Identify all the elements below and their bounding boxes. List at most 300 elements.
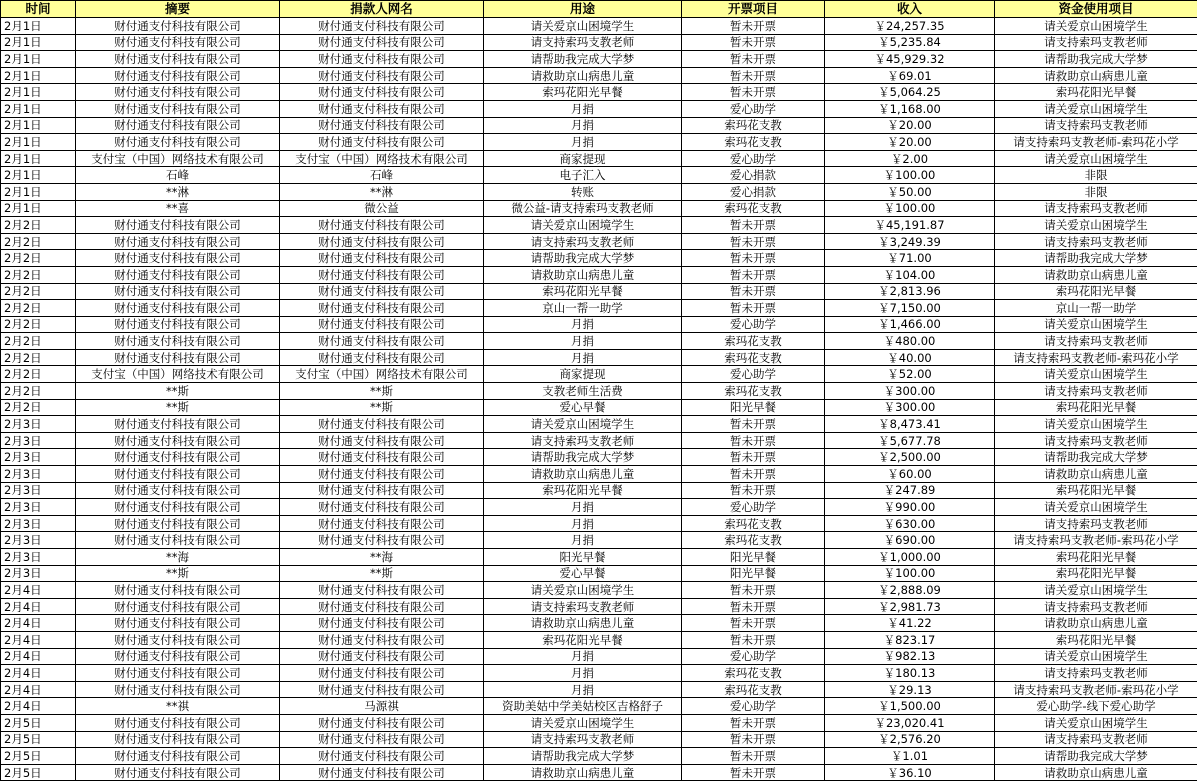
cell-time[interactable]: 2月3日 xyxy=(1,499,76,516)
cell-time[interactable]: 2月4日 xyxy=(1,698,76,715)
cell-invoice-item[interactable]: 暂未开票 xyxy=(682,84,825,101)
cell-income[interactable]: ￥100.00 xyxy=(825,200,995,217)
cell-fund-project[interactable]: 非限 xyxy=(995,167,1197,184)
cell-purpose[interactable]: 转账 xyxy=(484,183,682,200)
cell-purpose[interactable]: 请支持索玛支教老师 xyxy=(484,598,682,615)
cell-summary[interactable]: 财付通支付科技有限公司 xyxy=(76,300,280,317)
cell-donor-name[interactable]: 财付通支付科技有限公司 xyxy=(280,532,484,549)
cell-fund-project[interactable]: 请帮助我完成大学梦 xyxy=(995,51,1197,68)
cell-purpose[interactable]: 请关爱京山困境学生 xyxy=(484,416,682,433)
cell-purpose[interactable]: 月捐 xyxy=(484,134,682,151)
cell-income[interactable]: ￥50.00 xyxy=(825,183,995,200)
cell-fund-project[interactable]: 请支持索玛支教老师 xyxy=(995,515,1197,532)
cell-summary[interactable]: 财付通支付科技有限公司 xyxy=(76,615,280,632)
cell-income[interactable]: ￥1,000.00 xyxy=(825,549,995,566)
cell-income[interactable]: ￥52.00 xyxy=(825,366,995,383)
cell-income[interactable]: ￥100.00 xyxy=(825,565,995,582)
cell-donor-name[interactable]: 财付通支付科技有限公司 xyxy=(280,615,484,632)
cell-fund-project[interactable]: 索玛花阳光早餐 xyxy=(995,399,1197,416)
cell-donor-name[interactable]: 财付通支付科技有限公司 xyxy=(280,499,484,516)
cell-fund-project[interactable]: 请支持索玛支教老师 xyxy=(995,598,1197,615)
cell-income[interactable]: ￥20.00 xyxy=(825,117,995,134)
cell-donor-name[interactable]: 财付通支付科技有限公司 xyxy=(280,731,484,748)
column-header-donor-name[interactable]: 捐款人网名 xyxy=(280,1,484,18)
cell-purpose[interactable]: 请支持索玛支教老师 xyxy=(484,233,682,250)
cell-summary[interactable]: 财付通支付科技有限公司 xyxy=(76,134,280,151)
cell-invoice-item[interactable]: 暂未开票 xyxy=(682,582,825,599)
cell-fund-project[interactable]: 请支持索玛支教老师-索玛花小学 xyxy=(995,134,1197,151)
cell-purpose[interactable]: 请关爱京山困境学生 xyxy=(484,714,682,731)
column-header-fund-project[interactable]: 资金使用项目 xyxy=(995,1,1197,18)
cell-time[interactable]: 2月3日 xyxy=(1,482,76,499)
cell-income[interactable]: ￥247.89 xyxy=(825,482,995,499)
cell-purpose[interactable]: 爱心早餐 xyxy=(484,565,682,582)
cell-fund-project[interactable]: 索玛花阳光早餐 xyxy=(995,549,1197,566)
cell-invoice-item[interactable]: 暂未开票 xyxy=(682,51,825,68)
cell-fund-project[interactable]: 请支持索玛支教老师 xyxy=(995,200,1197,217)
cell-fund-project[interactable]: 请帮助我完成大学梦 xyxy=(995,250,1197,267)
cell-income[interactable]: ￥5,064.25 xyxy=(825,84,995,101)
cell-income[interactable]: ￥40.00 xyxy=(825,349,995,366)
cell-time[interactable]: 2月3日 xyxy=(1,432,76,449)
cell-purpose[interactable]: 索玛花阳光早餐 xyxy=(484,283,682,300)
cell-time[interactable]: 2月1日 xyxy=(1,200,76,217)
cell-fund-project[interactable]: 索玛花阳光早餐 xyxy=(995,482,1197,499)
cell-purpose[interactable]: 月捐 xyxy=(484,681,682,698)
column-header-invoice-item[interactable]: 开票项目 xyxy=(682,1,825,18)
cell-invoice-item[interactable]: 暂未开票 xyxy=(682,482,825,499)
cell-invoice-item[interactable]: 暂未开票 xyxy=(682,466,825,483)
cell-income[interactable]: ￥36.10 xyxy=(825,764,995,781)
cell-donor-name[interactable]: 财付通支付科技有限公司 xyxy=(280,681,484,698)
cell-donor-name[interactable]: 支付宝（中国）网络技术有限公司 xyxy=(280,366,484,383)
cell-purpose[interactable]: 请帮助我完成大学梦 xyxy=(484,748,682,765)
cell-purpose[interactable]: 月捐 xyxy=(484,648,682,665)
cell-income[interactable]: ￥7,150.00 xyxy=(825,300,995,317)
cell-summary[interactable]: 财付通支付科技有限公司 xyxy=(76,266,280,283)
cell-income[interactable]: ￥2,576.20 xyxy=(825,731,995,748)
cell-time[interactable]: 2月2日 xyxy=(1,266,76,283)
cell-fund-project[interactable]: 请关爱京山困境学生 xyxy=(995,416,1197,433)
cell-donor-name[interactable]: 财付通支付科技有限公司 xyxy=(280,665,484,682)
cell-donor-name[interactable]: 财付通支付科技有限公司 xyxy=(280,466,484,483)
cell-invoice-item[interactable]: 索玛花支教 xyxy=(682,200,825,217)
cell-purpose[interactable]: 请关爱京山困境学生 xyxy=(484,582,682,599)
cell-invoice-item[interactable]: 爱心助学 xyxy=(682,499,825,516)
cell-time[interactable]: 2月2日 xyxy=(1,366,76,383)
cell-donor-name[interactable]: 石峰 xyxy=(280,167,484,184)
cell-income[interactable]: ￥1,500.00 xyxy=(825,698,995,715)
cell-purpose[interactable]: 支教老师生活费 xyxy=(484,383,682,400)
cell-invoice-item[interactable]: 阳光早餐 xyxy=(682,399,825,416)
cell-donor-name[interactable]: 财付通支付科技有限公司 xyxy=(280,84,484,101)
cell-time[interactable]: 2月1日 xyxy=(1,18,76,35)
cell-time[interactable]: 2月2日 xyxy=(1,233,76,250)
cell-purpose[interactable]: 商家提现 xyxy=(484,366,682,383)
cell-invoice-item[interactable]: 索玛花支教 xyxy=(682,349,825,366)
cell-summary[interactable]: 财付通支付科技有限公司 xyxy=(76,748,280,765)
cell-donor-name[interactable]: 财付通支付科技有限公司 xyxy=(280,482,484,499)
cell-summary[interactable]: 财付通支付科技有限公司 xyxy=(76,598,280,615)
cell-summary[interactable]: 财付通支付科技有限公司 xyxy=(76,449,280,466)
cell-purpose[interactable]: 请救助京山病患儿童 xyxy=(484,266,682,283)
cell-time[interactable]: 2月3日 xyxy=(1,549,76,566)
cell-donor-name[interactable]: 财付通支付科技有限公司 xyxy=(280,582,484,599)
cell-income[interactable]: ￥5,235.84 xyxy=(825,34,995,51)
cell-fund-project[interactable]: 索玛花阳光早餐 xyxy=(995,565,1197,582)
column-header-summary[interactable]: 摘要 xyxy=(76,1,280,18)
cell-time[interactable]: 2月5日 xyxy=(1,731,76,748)
cell-income[interactable]: ￥990.00 xyxy=(825,499,995,516)
cell-fund-project[interactable]: 请救助京山病患儿童 xyxy=(995,67,1197,84)
cell-purpose[interactable]: 月捐 xyxy=(484,499,682,516)
cell-income[interactable]: ￥180.13 xyxy=(825,665,995,682)
cell-summary[interactable]: 财付通支付科技有限公司 xyxy=(76,466,280,483)
cell-purpose[interactable]: 月捐 xyxy=(484,117,682,134)
cell-time[interactable]: 2月1日 xyxy=(1,51,76,68)
cell-income[interactable]: ￥1,466.00 xyxy=(825,316,995,333)
cell-time[interactable]: 2月1日 xyxy=(1,84,76,101)
cell-donor-name[interactable]: **斯 xyxy=(280,565,484,582)
cell-donor-name[interactable]: 财付通支付科技有限公司 xyxy=(280,515,484,532)
cell-fund-project[interactable]: 索玛花阳光早餐 xyxy=(995,631,1197,648)
cell-summary[interactable]: 财付通支付科技有限公司 xyxy=(76,217,280,234)
cell-invoice-item[interactable]: 爱心助学 xyxy=(682,366,825,383)
cell-purpose[interactable]: 索玛花阳光早餐 xyxy=(484,482,682,499)
cell-invoice-item[interactable]: 暂未开票 xyxy=(682,631,825,648)
cell-time[interactable]: 2月4日 xyxy=(1,598,76,615)
cell-purpose[interactable]: 请帮助我完成大学梦 xyxy=(484,449,682,466)
cell-summary[interactable]: **喜 xyxy=(76,200,280,217)
cell-donor-name[interactable]: **海 xyxy=(280,549,484,566)
cell-income[interactable]: ￥23,020.41 xyxy=(825,714,995,731)
cell-time[interactable]: 2月4日 xyxy=(1,681,76,698)
cell-invoice-item[interactable]: 暂未开票 xyxy=(682,266,825,283)
cell-purpose[interactable]: 爱心早餐 xyxy=(484,399,682,416)
cell-purpose[interactable]: 资助美姑中学美姑校区吉格舒子 xyxy=(484,698,682,715)
cell-income[interactable]: ￥71.00 xyxy=(825,250,995,267)
cell-summary[interactable]: 财付通支付科技有限公司 xyxy=(76,34,280,51)
cell-invoice-item[interactable]: 爱心捐款 xyxy=(682,167,825,184)
cell-time[interactable]: 2月4日 xyxy=(1,648,76,665)
cell-purpose[interactable]: 请关爱京山困境学生 xyxy=(484,18,682,35)
cell-summary[interactable]: 财付通支付科技有限公司 xyxy=(76,681,280,698)
cell-fund-project[interactable]: 请关爱京山困境学生 xyxy=(995,366,1197,383)
cell-donor-name[interactable]: 财付通支付科技有限公司 xyxy=(280,316,484,333)
cell-fund-project[interactable]: 索玛花阳光早餐 xyxy=(995,283,1197,300)
cell-donor-name[interactable]: 财付通支付科技有限公司 xyxy=(280,416,484,433)
cell-summary[interactable]: **斯 xyxy=(76,565,280,582)
cell-invoice-item[interactable]: 阳光早餐 xyxy=(682,565,825,582)
cell-summary[interactable]: 财付通支付科技有限公司 xyxy=(76,67,280,84)
cell-donor-name[interactable]: 财付通支付科技有限公司 xyxy=(280,283,484,300)
cell-summary[interactable]: 财付通支付科技有限公司 xyxy=(76,582,280,599)
cell-purpose[interactable]: 月捐 xyxy=(484,316,682,333)
cell-invoice-item[interactable]: 暂未开票 xyxy=(682,18,825,35)
cell-fund-project[interactable]: 请支持索玛支教老师 xyxy=(995,432,1197,449)
cell-donor-name[interactable]: 微公益 xyxy=(280,200,484,217)
cell-fund-project[interactable]: 请支持索玛支教老师 xyxy=(995,731,1197,748)
cell-donor-name[interactable]: 马源祺 xyxy=(280,698,484,715)
cell-purpose[interactable]: 月捐 xyxy=(484,515,682,532)
cell-income[interactable]: ￥690.00 xyxy=(825,532,995,549)
cell-income[interactable]: ￥45,929.32 xyxy=(825,51,995,68)
cell-invoice-item[interactable]: 暂未开票 xyxy=(682,283,825,300)
cell-summary[interactable]: 财付通支付科技有限公司 xyxy=(76,250,280,267)
cell-donor-name[interactable]: 财付通支付科技有限公司 xyxy=(280,714,484,731)
cell-purpose[interactable]: 月捐 xyxy=(484,349,682,366)
cell-invoice-item[interactable]: 暂未开票 xyxy=(682,714,825,731)
cell-summary[interactable]: 财付通支付科技有限公司 xyxy=(76,714,280,731)
column-header-time[interactable]: 时间 xyxy=(1,1,76,18)
cell-donor-name[interactable]: 财付通支付科技有限公司 xyxy=(280,266,484,283)
cell-fund-project[interactable]: 请支持索玛支教老师 xyxy=(995,34,1197,51)
cell-time[interactable]: 2月4日 xyxy=(1,665,76,682)
cell-fund-project[interactable]: 请帮助我完成大学梦 xyxy=(995,748,1197,765)
cell-fund-project[interactable]: 索玛花阳光早餐 xyxy=(995,84,1197,101)
cell-purpose[interactable]: 微公益-请支持索玛支教老师 xyxy=(484,200,682,217)
cell-purpose[interactable]: 请支持索玛支教老师 xyxy=(484,432,682,449)
cell-invoice-item[interactable]: 索玛花支教 xyxy=(682,333,825,350)
cell-invoice-item[interactable]: 索玛花支教 xyxy=(682,515,825,532)
cell-summary[interactable]: 财付通支付科技有限公司 xyxy=(76,283,280,300)
cell-fund-project[interactable]: 请关爱京山困境学生 xyxy=(995,714,1197,731)
cell-fund-project[interactable]: 请救助京山病患儿童 xyxy=(995,615,1197,632)
cell-income[interactable]: ￥29.13 xyxy=(825,681,995,698)
cell-invoice-item[interactable]: 暂未开票 xyxy=(682,598,825,615)
cell-fund-project[interactable]: 请救助京山病患儿童 xyxy=(995,466,1197,483)
cell-summary[interactable]: 财付通支付科技有限公司 xyxy=(76,18,280,35)
cell-purpose[interactable]: 请救助京山病患儿童 xyxy=(484,615,682,632)
cell-invoice-item[interactable]: 暂未开票 xyxy=(682,250,825,267)
cell-invoice-item[interactable]: 暂未开票 xyxy=(682,67,825,84)
cell-purpose[interactable]: 索玛花阳光早餐 xyxy=(484,84,682,101)
cell-donor-name[interactable]: 财付通支付科技有限公司 xyxy=(280,432,484,449)
cell-income[interactable]: ￥24,257.35 xyxy=(825,18,995,35)
cell-summary[interactable]: 财付通支付科技有限公司 xyxy=(76,349,280,366)
cell-donor-name[interactable]: 财付通支付科技有限公司 xyxy=(280,598,484,615)
cell-invoice-item[interactable]: 暂未开票 xyxy=(682,748,825,765)
cell-time[interactable]: 2月1日 xyxy=(1,100,76,117)
cell-donor-name[interactable]: 财付通支付科技有限公司 xyxy=(280,217,484,234)
cell-donor-name[interactable]: 财付通支付科技有限公司 xyxy=(280,333,484,350)
cell-income[interactable]: ￥630.00 xyxy=(825,515,995,532)
cell-fund-project[interactable]: 请支持索玛支教老师 xyxy=(995,383,1197,400)
cell-invoice-item[interactable]: 爱心助学 xyxy=(682,698,825,715)
cell-summary[interactable]: **海 xyxy=(76,549,280,566)
cell-invoice-item[interactable]: 暂未开票 xyxy=(682,615,825,632)
cell-income[interactable]: ￥104.00 xyxy=(825,266,995,283)
cell-income[interactable]: ￥5,677.78 xyxy=(825,432,995,449)
cell-fund-project[interactable]: 爱心助学-线下爱心助学 xyxy=(995,698,1197,715)
cell-summary[interactable]: 财付通支付科技有限公司 xyxy=(76,731,280,748)
cell-time[interactable]: 2月1日 xyxy=(1,167,76,184)
cell-fund-project[interactable]: 请关爱京山困境学生 xyxy=(995,316,1197,333)
cell-time[interactable]: 2月4日 xyxy=(1,615,76,632)
cell-summary[interactable]: 财付通支付科技有限公司 xyxy=(76,482,280,499)
cell-summary[interactable]: 财付通支付科技有限公司 xyxy=(76,648,280,665)
cell-summary[interactable]: 财付通支付科技有限公司 xyxy=(76,515,280,532)
cell-invoice-item[interactable]: 爱心助学 xyxy=(682,316,825,333)
cell-purpose[interactable]: 请支持索玛支教老师 xyxy=(484,731,682,748)
cell-purpose[interactable]: 月捐 xyxy=(484,532,682,549)
cell-summary[interactable]: 支付宝（中国）网络技术有限公司 xyxy=(76,150,280,167)
cell-invoice-item[interactable]: 爱心捐款 xyxy=(682,183,825,200)
cell-summary[interactable]: 财付通支付科技有限公司 xyxy=(76,333,280,350)
cell-purpose[interactable]: 京山一帮一助学 xyxy=(484,300,682,317)
cell-summary[interactable]: 财付通支付科技有限公司 xyxy=(76,665,280,682)
cell-summary[interactable]: 石峰 xyxy=(76,167,280,184)
cell-invoice-item[interactable]: 暂未开票 xyxy=(682,300,825,317)
cell-time[interactable]: 2月2日 xyxy=(1,250,76,267)
cell-purpose[interactable]: 请救助京山病患儿童 xyxy=(484,67,682,84)
cell-donor-name[interactable]: 财付通支付科技有限公司 xyxy=(280,349,484,366)
cell-summary[interactable]: 财付通支付科技有限公司 xyxy=(76,100,280,117)
cell-time[interactable]: 2月1日 xyxy=(1,34,76,51)
cell-fund-project[interactable]: 请救助京山病患儿童 xyxy=(995,266,1197,283)
cell-summary[interactable]: 财付通支付科技有限公司 xyxy=(76,84,280,101)
cell-invoice-item[interactable]: 阳光早餐 xyxy=(682,549,825,566)
cell-summary[interactable]: 财付通支付科技有限公司 xyxy=(76,51,280,68)
cell-donor-name[interactable]: 财付通支付科技有限公司 xyxy=(280,67,484,84)
cell-fund-project[interactable]: 请关爱京山困境学生 xyxy=(995,217,1197,234)
cell-income[interactable]: ￥300.00 xyxy=(825,383,995,400)
cell-donor-name[interactable]: 财付通支付科技有限公司 xyxy=(280,233,484,250)
cell-income[interactable]: ￥2.00 xyxy=(825,150,995,167)
cell-fund-project[interactable]: 请关爱京山困境学生 xyxy=(995,499,1197,516)
cell-purpose[interactable]: 索玛花阳光早餐 xyxy=(484,631,682,648)
cell-invoice-item[interactable]: 暂未开票 xyxy=(682,764,825,781)
cell-summary[interactable]: 财付通支付科技有限公司 xyxy=(76,532,280,549)
cell-summary[interactable]: **斯 xyxy=(76,399,280,416)
cell-income[interactable]: ￥100.00 xyxy=(825,167,995,184)
column-header-income[interactable]: 收入 xyxy=(825,1,995,18)
cell-summary[interactable]: **祺 xyxy=(76,698,280,715)
cell-income[interactable]: ￥8,473.41 xyxy=(825,416,995,433)
cell-donor-name[interactable]: 财付通支付科技有限公司 xyxy=(280,34,484,51)
cell-time[interactable]: 2月1日 xyxy=(1,183,76,200)
cell-time[interactable]: 2月1日 xyxy=(1,67,76,84)
cell-time[interactable]: 2月2日 xyxy=(1,316,76,333)
cell-fund-project[interactable]: 非限 xyxy=(995,183,1197,200)
cell-fund-project[interactable]: 请支持索玛支教老师 xyxy=(995,233,1197,250)
cell-invoice-item[interactable]: 索玛花支教 xyxy=(682,134,825,151)
cell-invoice-item[interactable]: 暂未开票 xyxy=(682,217,825,234)
cell-time[interactable]: 2月2日 xyxy=(1,383,76,400)
cell-purpose[interactable]: 月捐 xyxy=(484,665,682,682)
cell-summary[interactable]: 财付通支付科技有限公司 xyxy=(76,233,280,250)
cell-invoice-item[interactable]: 爱心助学 xyxy=(682,100,825,117)
cell-time[interactable]: 2月1日 xyxy=(1,134,76,151)
cell-income[interactable]: ￥2,888.09 xyxy=(825,582,995,599)
cell-time[interactable]: 2月5日 xyxy=(1,764,76,781)
cell-purpose[interactable]: 月捐 xyxy=(484,333,682,350)
cell-invoice-item[interactable]: 爱心助学 xyxy=(682,150,825,167)
cell-donor-name[interactable]: 财付通支付科技有限公司 xyxy=(280,764,484,781)
cell-fund-project[interactable]: 请支持索玛支教老师 xyxy=(995,333,1197,350)
cell-time[interactable]: 2月1日 xyxy=(1,150,76,167)
cell-income[interactable]: ￥69.01 xyxy=(825,67,995,84)
cell-invoice-item[interactable]: 爱心助学 xyxy=(682,648,825,665)
cell-summary[interactable]: 财付通支付科技有限公司 xyxy=(76,416,280,433)
cell-fund-project[interactable]: 京山一帮一助学 xyxy=(995,300,1197,317)
cell-time[interactable]: 2月3日 xyxy=(1,466,76,483)
cell-donor-name[interactable]: 财付通支付科技有限公司 xyxy=(280,748,484,765)
cell-invoice-item[interactable]: 暂未开票 xyxy=(682,731,825,748)
cell-summary[interactable]: 财付通支付科技有限公司 xyxy=(76,117,280,134)
cell-donor-name[interactable]: 财付通支付科技有限公司 xyxy=(280,117,484,134)
cell-time[interactable]: 2月2日 xyxy=(1,300,76,317)
cell-fund-project[interactable]: 请帮助我完成大学梦 xyxy=(995,449,1197,466)
cell-purpose[interactable]: 请支持索玛支教老师 xyxy=(484,34,682,51)
cell-donor-name[interactable]: 财付通支付科技有限公司 xyxy=(280,648,484,665)
cell-purpose[interactable]: 商家提现 xyxy=(484,150,682,167)
cell-invoice-item[interactable]: 索玛花支教 xyxy=(682,681,825,698)
cell-summary[interactable]: 财付通支付科技有限公司 xyxy=(76,432,280,449)
cell-invoice-item[interactable]: 暂未开票 xyxy=(682,432,825,449)
cell-income[interactable]: ￥3,249.39 xyxy=(825,233,995,250)
cell-income[interactable]: ￥480.00 xyxy=(825,333,995,350)
cell-donor-name[interactable]: **淋 xyxy=(280,183,484,200)
cell-time[interactable]: 2月4日 xyxy=(1,582,76,599)
cell-time[interactable]: 2月2日 xyxy=(1,333,76,350)
cell-income[interactable]: ￥41.22 xyxy=(825,615,995,632)
cell-fund-project[interactable]: 请救助京山病患儿童 xyxy=(995,764,1197,781)
cell-purpose[interactable]: 请帮助我完成大学梦 xyxy=(484,51,682,68)
cell-fund-project[interactable]: 请关爱京山困境学生 xyxy=(995,648,1197,665)
cell-time[interactable]: 2月4日 xyxy=(1,631,76,648)
cell-purpose[interactable]: 请救助京山病患儿童 xyxy=(484,764,682,781)
cell-time[interactable]: 2月3日 xyxy=(1,565,76,582)
cell-time[interactable]: 2月5日 xyxy=(1,748,76,765)
cell-donor-name[interactable]: **斯 xyxy=(280,399,484,416)
cell-summary[interactable]: **淋 xyxy=(76,183,280,200)
cell-donor-name[interactable]: 财付通支付科技有限公司 xyxy=(280,18,484,35)
cell-invoice-item[interactable]: 暂未开票 xyxy=(682,34,825,51)
cell-summary[interactable]: 财付通支付科技有限公司 xyxy=(76,316,280,333)
cell-invoice-item[interactable]: 索玛花支教 xyxy=(682,383,825,400)
cell-time[interactable]: 2月3日 xyxy=(1,416,76,433)
cell-purpose[interactable]: 请关爱京山困境学生 xyxy=(484,217,682,234)
cell-fund-project[interactable]: 请支持索玛支教老师-索玛花小学 xyxy=(995,349,1197,366)
cell-fund-project[interactable]: 请支持索玛支教老师-索玛花小学 xyxy=(995,532,1197,549)
cell-donor-name[interactable]: 支付宝（中国）网络技术有限公司 xyxy=(280,150,484,167)
cell-fund-project[interactable]: 请支持索玛支教老师-索玛花小学 xyxy=(995,681,1197,698)
cell-invoice-item[interactable]: 暂未开票 xyxy=(682,449,825,466)
cell-purpose[interactable]: 请帮助我完成大学梦 xyxy=(484,250,682,267)
cell-income[interactable]: ￥300.00 xyxy=(825,399,995,416)
cell-income[interactable]: ￥2,813.96 xyxy=(825,283,995,300)
column-header-purpose[interactable]: 用途 xyxy=(484,1,682,18)
cell-purpose[interactable]: 阳光早餐 xyxy=(484,549,682,566)
cell-income[interactable]: ￥45,191.87 xyxy=(825,217,995,234)
cell-summary[interactable]: **斯 xyxy=(76,383,280,400)
cell-fund-project[interactable]: 请支持索玛支教老师 xyxy=(995,665,1197,682)
cell-fund-project[interactable]: 请关爱京山困境学生 xyxy=(995,100,1197,117)
cell-income[interactable]: ￥982.13 xyxy=(825,648,995,665)
cell-time[interactable]: 2月2日 xyxy=(1,217,76,234)
cell-donor-name[interactable]: 财付通支付科技有限公司 xyxy=(280,51,484,68)
cell-donor-name[interactable]: 财付通支付科技有限公司 xyxy=(280,100,484,117)
cell-time[interactable]: 2月5日 xyxy=(1,714,76,731)
cell-donor-name[interactable]: 财付通支付科技有限公司 xyxy=(280,300,484,317)
cell-purpose[interactable]: 月捐 xyxy=(484,100,682,117)
cell-invoice-item[interactable]: 索玛花支教 xyxy=(682,665,825,682)
cell-income[interactable]: ￥1.01 xyxy=(825,748,995,765)
cell-time[interactable]: 2月2日 xyxy=(1,283,76,300)
cell-time[interactable]: 2月3日 xyxy=(1,449,76,466)
cell-income[interactable]: ￥1,168.00 xyxy=(825,100,995,117)
